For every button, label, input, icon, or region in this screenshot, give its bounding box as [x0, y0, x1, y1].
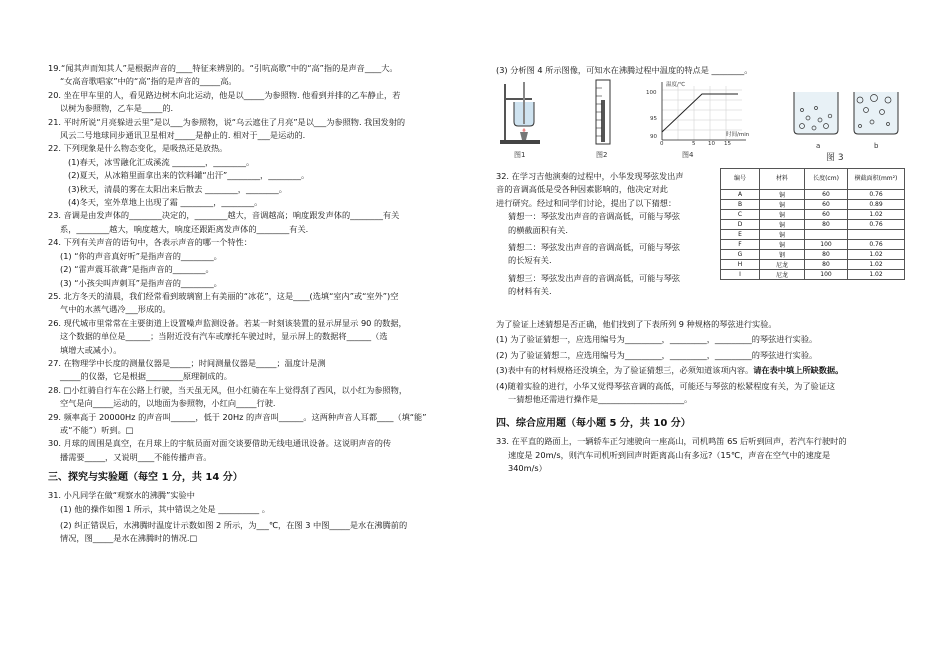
section-3-heading: 三、探究与实验题（每空 1 分，共 14 分）: [48, 472, 243, 484]
question-26-cont: 这个数据的单位是______；当附近没有汽车或摩托车驶过时，显示屏上的数据将______（选: [60, 331, 388, 342]
table-cell: I: [721, 270, 760, 280]
question-33-cont: 速度是 20m/s，则汽车司机听到回声时距离高山有多远?（15℃，声音在空气中的速度是: [508, 449, 831, 460]
question-32-item-4-cont: 一猜想他还需进行操作是_____________________。: [508, 394, 693, 405]
guess-2: 猜想二：琴弦发出声音的音调高低，可能与琴弦: [508, 242, 680, 253]
figure-4-caption: 图4: [682, 151, 694, 159]
question-25: 25. 北方冬天的清晨，我们经常看到玻璃窗上有美丽的“冰花”，这是____(选填“室内”或“室外”)空: [48, 290, 399, 301]
figure-3-beaker-b: [846, 78, 906, 140]
table-cell: F: [721, 240, 760, 250]
question-32-item-2: (2) 为了验证猜想二，应选用编号为_________，_________，_________的琴弦进行实验。: [496, 349, 818, 360]
question-24-item-2: (2) “雷声震耳欲聋”是指声音的________。: [60, 264, 214, 275]
table-cell: 1.02: [848, 270, 905, 280]
left-column: [48, 62, 466, 546]
figure-4-xlabel: 时间/min: [726, 132, 750, 138]
question-21: 21. 平时所说“月亮躲进云里”是以___为参照物，说“乌云遮住了月亮”是以___为参照物. 我国发射的: [48, 116, 406, 127]
table-cell: 100: [805, 240, 848, 250]
question-21-cont: 风云二号地球同步通讯卫星相对_____是静止的. 相对于___是运动的.: [60, 130, 306, 141]
figure-4-xtick-5: 5: [692, 141, 696, 147]
question-31-item-2: (2) 纠正错误后，水沸腾时温度计示数如图 2 所示，为___℃，在图 3 中图_____是水在沸腾前的: [60, 520, 408, 530]
table-cell: G: [721, 250, 760, 260]
question-33-cont2: 340m/s）: [508, 463, 547, 474]
table-cell: 钢: [760, 250, 805, 260]
question-27: 27. 在物理学中长度的测量仪器是_____；时间测量仪器是_____；温度计是测: [48, 357, 326, 368]
question-32-line-4: 为了验证上述猜想是否正确，他们找到了下表所列 9 种规格的琴弦进行实验。: [496, 319, 777, 329]
question-22-item-3: (3)秋天，清晨的雾在太阳出来后散去 ________，________。: [68, 183, 287, 194]
table-row: [721, 230, 905, 240]
string-spec-table: [720, 168, 905, 280]
question-19-cont: “女高音歌唱家”中的“高”指的是声音的_____高。: [60, 76, 237, 87]
figure-4-ytick-90: 90: [650, 134, 657, 140]
question-32-intro: [496, 170, 720, 299]
table-cell: 铜: [760, 210, 805, 220]
table-cell: [848, 230, 905, 240]
figure-4-graph: [646, 78, 758, 150]
question-33: 33. 在平直的路面上，一辆轿车正匀速驶向一座高山，司机鸣笛 6S 后听到回声，若汽车行驶时的: [496, 436, 847, 447]
guess-1-cont: 的横截面积有关.: [508, 224, 568, 235]
question-24-item-1: (1) “你的声音真好听”是指声音的________。: [60, 250, 222, 261]
question-23-cont: 系，________越大，响度越大，响度还跟距离发声体的________有关.: [60, 223, 309, 234]
question-23: 23. 音调是由发声体的________决定的，________越大，音调越高；响度跟发声体的________有关: [48, 210, 400, 221]
table-row: [721, 200, 905, 210]
table-cell: A: [721, 190, 760, 200]
question-29-cont: 或“不能”）听到。□: [60, 424, 134, 435]
table-cell: 80: [805, 260, 848, 270]
table-cell: 80: [805, 250, 848, 260]
question-32-item-3-text: (3)表中有的材料规格还没填全，为了验证猜想三，必须知道该项内容。: [496, 365, 754, 376]
table-cell: 100: [805, 270, 848, 280]
figure-4-ytick-100: 100: [646, 90, 657, 96]
table-cell: 尼龙: [760, 270, 805, 280]
question-32-item-4: (4)随着实验的进行，小华又觉得琴弦音调的高低，可能还与琴弦的松紧程度有关，为了验证这: [496, 380, 836, 391]
table-header-cell: 材料: [760, 169, 805, 190]
table-cell: 0.89: [848, 200, 905, 210]
figure-3-caption: 图 3: [826, 153, 844, 163]
question-24: 24. 下列有关声音的语句中，各表示声音的哪一个特性：: [48, 237, 252, 248]
table-cell: 1.02: [848, 210, 905, 220]
figures-row: [486, 78, 910, 162]
table-cell: 铜: [760, 220, 805, 230]
question-22: 22. 下列现象是什么物态变化，是吸热还是放热。: [48, 143, 228, 154]
table-row: [721, 260, 905, 270]
table-row: [721, 210, 905, 220]
figure-1-caption: 图1: [514, 151, 526, 159]
table-cell: 0.76: [848, 190, 905, 200]
table-cell: 60: [805, 210, 848, 220]
table-cell: 60: [805, 200, 848, 210]
question-28: 28. □小红骑自行车在公路上行驶，当天虽无风，但小红骑在车上觉得刮了西风，以小红为参照物，: [48, 384, 408, 395]
table-cell: 1.02: [848, 250, 905, 260]
guess-1: 猜想一：琴弦发出声音的音调高低，可能与琴弦: [508, 211, 680, 222]
table-cell: C: [721, 210, 760, 220]
guess-3: 猜想三：琴弦发出声音的音调高低，可能与琴弦: [508, 272, 680, 283]
question-32-line-1: 32. 在学习吉他演奏的过程中，小华发现琴弦发出声: [496, 171, 684, 181]
question-20: 20. 坐在甲车里的人，看见路边树木向北运动，他是以_____为参照物. 他看到并排的乙车静止，若: [48, 89, 401, 100]
figure-3-label-b: b: [874, 142, 879, 150]
table-cell: 铜: [760, 230, 805, 240]
question-26-cont2: 填增大或减小）。: [60, 344, 122, 355]
figure-4-xtick-10: 10: [708, 141, 715, 147]
table-cell: 铜: [760, 190, 805, 200]
figure-4-ylabel: 温度/℃: [666, 82, 686, 88]
figure-3-beaker-a: [786, 78, 846, 140]
table-cell: 尼龙: [760, 260, 805, 270]
table-header-row: [721, 169, 905, 190]
table-cell: E: [721, 230, 760, 240]
guess-3-cont: 的材料有关.: [508, 286, 552, 297]
question-25-cont: 气中的水蒸气遇冷___形成的。: [60, 304, 171, 315]
figure-4-ytick-95: 95: [650, 116, 657, 122]
question-32-line-3: 进行研究。经过和同学们讨论，提出了以下猜想：: [496, 197, 677, 208]
section-4-heading: 四、综合应用题（每小题 5 分，共 10 分）: [496, 418, 691, 430]
question-31-item-1: (1) 他的操作如图 1 所示，其中错误之处是 __________ 。: [60, 503, 270, 514]
table-cell: D: [721, 220, 760, 230]
question-32-line-2: 音的音调高低是受各种因素影响的，他决定对此: [496, 184, 668, 195]
figure-4-xtick-0: 0: [660, 141, 664, 147]
table-cell: 铜: [760, 200, 805, 210]
table-row: [721, 220, 905, 230]
table-row: [721, 240, 905, 250]
question-22-item-2: (2)夏天，从冰箱里面拿出来的饮料罐“出汗”________，________。: [68, 170, 310, 181]
table-row: [721, 250, 905, 260]
table-cell: 1.02: [848, 260, 905, 270]
table-cell: B: [721, 200, 760, 210]
question-22-item-4: (4)冬天，室外草地上出现了霜 ________，________。: [68, 197, 263, 208]
question-30-cont: 播需要_____，又说明____不能传播声音。: [60, 451, 212, 462]
question-29: 29. 频率高于 20000Hz 的声音叫______，低于 20Hz 的声音叫______。这两种声音人耳都____（填“能”: [48, 411, 427, 422]
figure-3-label-a: a: [816, 142, 821, 150]
table-cell: 0.76: [848, 240, 905, 250]
question-24-item-3: (3) “小孩尖叫声刺耳”是指声音的________。: [60, 277, 222, 288]
table-row: [721, 270, 905, 280]
table-cell: 80: [805, 220, 848, 230]
table-cell: H: [721, 260, 760, 270]
question-31: 31. 小凡同学在做“观察水的沸腾”实验中: [48, 490, 195, 501]
table-cell: 铜: [760, 240, 805, 250]
figure-2-thermometer: [590, 78, 616, 148]
table-cell: [805, 230, 848, 240]
question-31-item-2-cont: 情况，图_____是水在沸腾时的情况.□: [60, 533, 198, 544]
question-22-item-1: (1)春天，冰雪融化汇成溪流 ________，________。: [68, 156, 255, 167]
question-32-item-3-instruction: 请在表中填上所缺数据。: [753, 365, 844, 376]
question-27-cont: _____的仪器，它是根据_________原理制成的。: [60, 371, 232, 382]
figure-1-apparatus: [490, 78, 550, 148]
guess-2-cont: 的长短有关.: [508, 255, 552, 266]
question-26: 26. 现代城市里常常在主要街道上设置噪声监测设备。若某一时刻该装置的显示屏显示 90 的数据，: [48, 317, 407, 328]
table-header-cell: 编号: [721, 169, 760, 190]
table-header-cell: 横截面积(mm²): [848, 169, 905, 190]
question-28-cont: 空气是向_____运动的，以地面为参照物，小红向_____行驶.: [60, 398, 276, 409]
question-31-item-3: (3) 分析图 4 所示图像，可知水在沸腾过程中温度的特点是 ________。: [496, 65, 753, 75]
table-header-cell: 长度(cm): [805, 169, 848, 190]
question-30: 30. 月球的周围是真空，在月球上的宇航员面对面交谈要借助无线电通讯设备。这说明声音的传: [48, 438, 392, 449]
question-32-item-3: [496, 364, 910, 376]
table-cell: 60: [805, 190, 848, 200]
figure-2-caption: 图2: [596, 151, 608, 159]
question-20-cont: 以树为参照物，乙车是_____的.: [60, 103, 174, 114]
question-32-body: [496, 318, 910, 476]
question-19: 19.“闻其声而知其人”是根据声音的____特征来辨别的。“引吭高歌”中的“高”指的是声音____大。: [48, 63, 398, 73]
table-row: [721, 190, 905, 200]
figure-4-xtick-15: 15: [724, 141, 731, 147]
question-32-item-1: (1) 为了验证猜想一，应选用编号为_________，_________，_________的琴弦进行实验。: [496, 334, 818, 345]
table-cell: 0.76: [848, 220, 905, 230]
